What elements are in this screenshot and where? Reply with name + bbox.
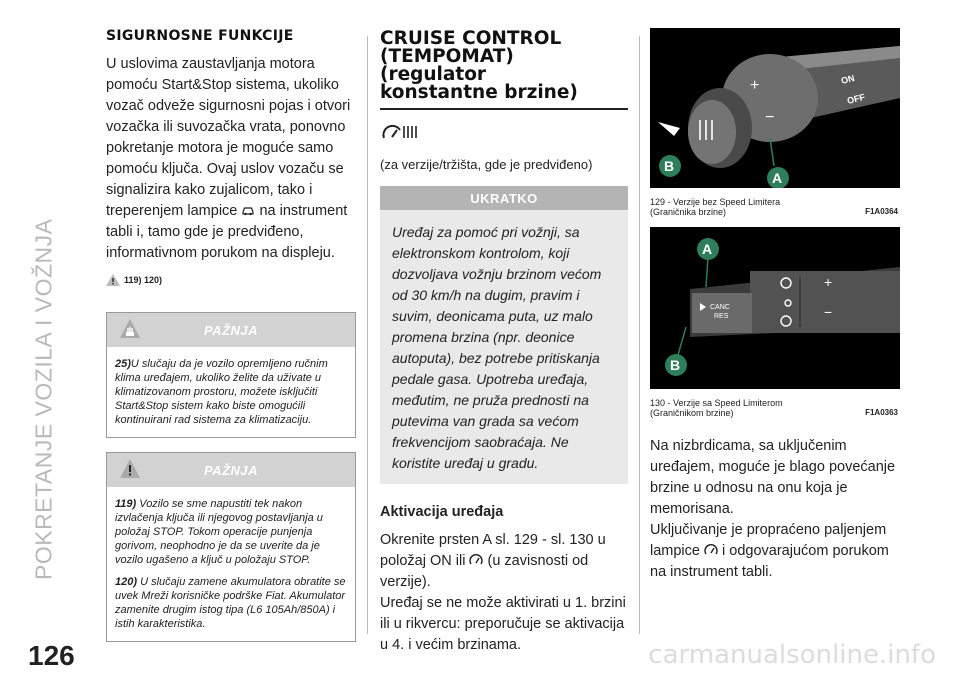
on-mark: ON (840, 72, 856, 86)
column-cruise-control (380, 30, 628, 656)
figure-129 (650, 28, 900, 217)
downhill-paragraph: Na nizbrdicama, sa uključenim uređajem, moguće je blago povećanje brzine u odnosu na onu koja je memorisana. (650, 438, 896, 517)
plus-mark: + (750, 77, 760, 94)
label-b: B (670, 357, 681, 373)
column-divider (367, 36, 368, 634)
res-label: RES (714, 313, 729, 320)
activation-paragraph: Okrenite prsten A sl. 129 - sl. 130 u položaj ON ili (u zavisnosti od verzije). (380, 532, 606, 590)
cruise-symbol (380, 122, 628, 147)
cruise-control-icon (469, 553, 483, 567)
hand-warning-icon (119, 318, 141, 340)
warning-body: 25)U slučaju da je vozilo opremljeno ručnim klima uređajem, ukoliko želite da uživate u klimatizovanom prostoru, možete isključiti Start&Stop sistem kako biste omogućili kontinuirani rad sistema za klimatizaciju. (115, 358, 328, 426)
figure-caption: 129 - Verzije bez Speed Limitera (Graničnika brzine) F1A0364 (650, 197, 898, 217)
label-b: B (664, 158, 675, 174)
summary-body: Uređaj za pomoć pri vožnji, sa elektronskom kontrolom, koji dozvoljava vožnju brzinom većom od 30 km/h na dugim, pravim i suvim, deonicama puta, uz malo promena brzina (npr. deonice autoputa), bez potrebe pritiskanja pedale gasa. Upotreba uređaja, međutim, ne pruža prednosti na putevima van grada sa većom frekvencijom saobraćaja. Ne koristite uređaj u gradu. (380, 210, 628, 484)
page-number: 126 (28, 640, 75, 671)
minus-mark: − (824, 304, 833, 320)
cruise-control-icon (704, 543, 718, 557)
summary-header: UKRATKO (380, 186, 628, 210)
warning-box-ac (106, 312, 356, 438)
warning-header: PAŽNJA (107, 453, 355, 487)
activation-heading: Aktivacija uređaja (380, 504, 504, 520)
column-safety-functions (106, 28, 356, 642)
chapter-side-title: POKRETANJE VOZILA I VOŽNJA (30, 218, 57, 580)
indicator-paragraph: Uključivanje je propraćeno paljenjem lampice i odgovarajućom porukom na instrument tabli. (650, 522, 889, 580)
cruise-speedometer-icon (380, 122, 422, 142)
warning-box-safety (106, 452, 356, 642)
plus-mark: + (824, 274, 833, 290)
car-icon (241, 203, 255, 217)
stalk-illustration-no-limiter (650, 28, 900, 188)
off-mark: OFF (846, 91, 866, 106)
warning-references: 119) 120) (106, 274, 356, 286)
warning-triangle-icon (106, 274, 120, 286)
warning-body: 119) Vozilo se sme napustiti tek nakon izvlačenja ključa ili njegovog postavljanja u položaj STOP. Tokom operacije punjenja gorivom, neophodno je da se uverite da je vozilo ugašeno a ključ u položaju STOP. 120) U slučaju zamene akumulatora obratite se uvek Mreži korisničke podrške Fiat. Akumulator zamenite drugim istog tipa (L6 105Ah/850A) i istih karakteristika. (115, 498, 346, 630)
label-a: A (772, 170, 783, 186)
warning-triangle-icon (119, 458, 141, 480)
safety-paragraph: U uslovima zaustavljanja motora pomoću Start&Stop sistema, ukoliko vozač odveže sigurnosni pojas i otvori vozačka ili suvozačka vrata, ponovno pokretanje motora je moguće samo pomoću ključa. Ovaj uslov vozaču se signalizira kako zujalicom, tako i treperenjem lampice na instrument tabli i, tamo gde je predviđeno, informativnom porukom na displeju. (106, 56, 351, 261)
section-heading-safety: SIGURNOSNE FUNKCIJE (106, 28, 294, 44)
figure-code: F1A0364 (865, 207, 898, 216)
watermark: carmanualsonline.info (648, 640, 936, 670)
activation-note: Uređaj se ne može aktivirati u 1. brzini ili u rikvercu: preporučuje se aktivacija u 4. i većim brzinama. (380, 595, 626, 653)
figure-130 (650, 227, 900, 418)
minus-mark: − (765, 109, 775, 126)
figure-caption: 130 - Verzije sa Speed Limiterom (Graničnikom brzine) F1A0363 (650, 398, 898, 418)
stalk-illustration-with-limiter (650, 227, 900, 389)
warning-header: PAŽNJA (107, 313, 355, 347)
label-a: A (702, 241, 713, 257)
column-figures (650, 28, 900, 583)
cruise-control-heading: CRUISE CONTROL (TEMPOMAT) (regulator konstantne brzine) (380, 30, 628, 110)
figure-code: F1A0363 (865, 408, 898, 417)
canc-label: CANC (710, 304, 730, 311)
version-note: (za verzije/tržišta, gde je predviđeno) (380, 157, 593, 172)
column-divider (639, 36, 640, 634)
